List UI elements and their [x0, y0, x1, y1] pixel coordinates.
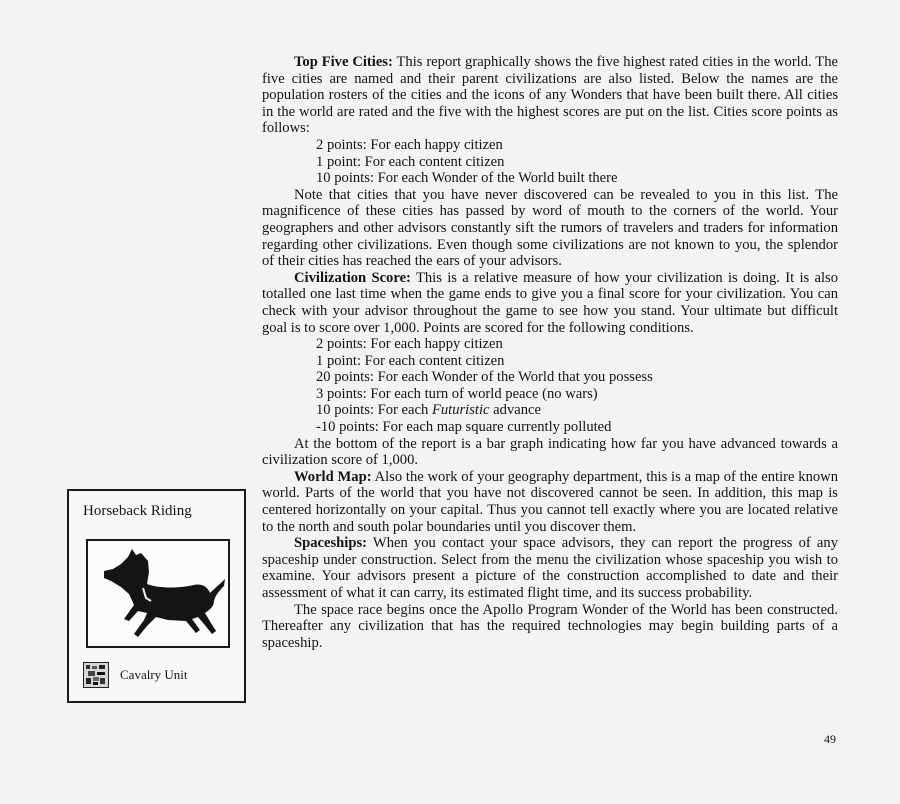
horse-illustration [86, 539, 230, 648]
spaceships-heading: Spaceships: [294, 535, 367, 552]
cavalry-unit-icon [83, 662, 109, 688]
top-five-heading: Top Five Cities: [294, 54, 393, 70]
top-five-body: This report graphically shows the five highest rated cities in the world. The five cities are named and their parent civilizations are also listed. Below the names are the population rosters of the cities and the icons of any Wonders that have been built there. All cities in the world are rated and the five with the highest scores are put on the list. Cities score points as follows: [262, 54, 838, 137]
page-number: 49 [824, 732, 836, 746]
civ-score-paragraph [262, 270, 838, 336]
list-item: -10 points: For each map square currently polluted [316, 419, 612, 436]
world-map-paragraph [262, 469, 838, 535]
list-item: 2 points: For each happy citizen [316, 136, 503, 153]
sidebar-box [67, 489, 246, 703]
world-map-body: Also the work of your geography department, this is a map of the entire known world. Parts of the world that you have not discovered cannot be seen. In addition, this map is centered horizontally on your capital. Thus you cannot tell exactly where you are located relative to the north and south polar boundaries until you discover them. [262, 468, 838, 535]
futuristic-prefix: 10 points: For each [316, 402, 429, 419]
civ-score-body: This is a relative measure of how your civilization is doing. It is also totalled one last time when the game ends to give you a final score for your civilization. You can check with your advisor throughout the game to see how you stand. Your ultimate but difficult goal is to score over 1,000. Points are scored for the following conditions. [262, 269, 838, 336]
spaceships-note: The space race begins once the Apollo Program Wonder of the World has been constructed. Thereafter any civilization that has the required technologies may begin building parts of a spaceship. [262, 601, 838, 651]
unit-label: Cavalry Unit [120, 667, 188, 682]
civ-score-heading: Civilization Score: [294, 269, 411, 286]
list-item: 2 points: For each happy citizen [316, 336, 503, 353]
list-item: 10 points: For each Wonder of the World built there [316, 170, 618, 187]
list-item: 1 point: For each content citizen [316, 352, 505, 369]
civ-score-footer: At the bottom of the report is a bar graph indicating how far you have advanced towards a civilization score of 1,000. [262, 435, 838, 469]
sidebar-title: Horseback Riding [83, 503, 192, 519]
futuristic-word: Futuristic [431, 402, 490, 419]
list-item [262, 402, 838, 419]
futuristic-suffix: advance [493, 402, 541, 419]
spaceships-body: When you contact your space advisors, they can report the progress of any spaceship under construction. Select from the menu the civilization whose spaceship you wish to examine. Your advisors present a picture of the construction accomplished to date and their assessment of what it can carry, its estimated flight time, and its success probability. [262, 535, 839, 601]
list-item: 3 points: For each turn of world peace (no wars) [316, 385, 598, 402]
main-text [262, 54, 838, 651]
list-item: 1 point: For each content citizen [316, 153, 505, 170]
top-five-note: Note that cities that you have never discovered can be revealed to you in this list. The magnificence of these cities has passed by word of mouth to the corners of the world. Your geographers and other advisors constantly sift the rumors of travelers and traders for information regarding other civilizations. Even though some civilizations are not known to you, the splendor of their cities has reached the ears of your advisors. [262, 186, 838, 270]
spaceships-paragraph [262, 535, 838, 601]
list-item: 20 points: For each Wonder of the World that you possess [316, 369, 653, 386]
world-map-heading: World Map: [294, 468, 372, 485]
horse-silhouette-icon [88, 541, 228, 646]
top-five-paragraph [262, 54, 838, 137]
